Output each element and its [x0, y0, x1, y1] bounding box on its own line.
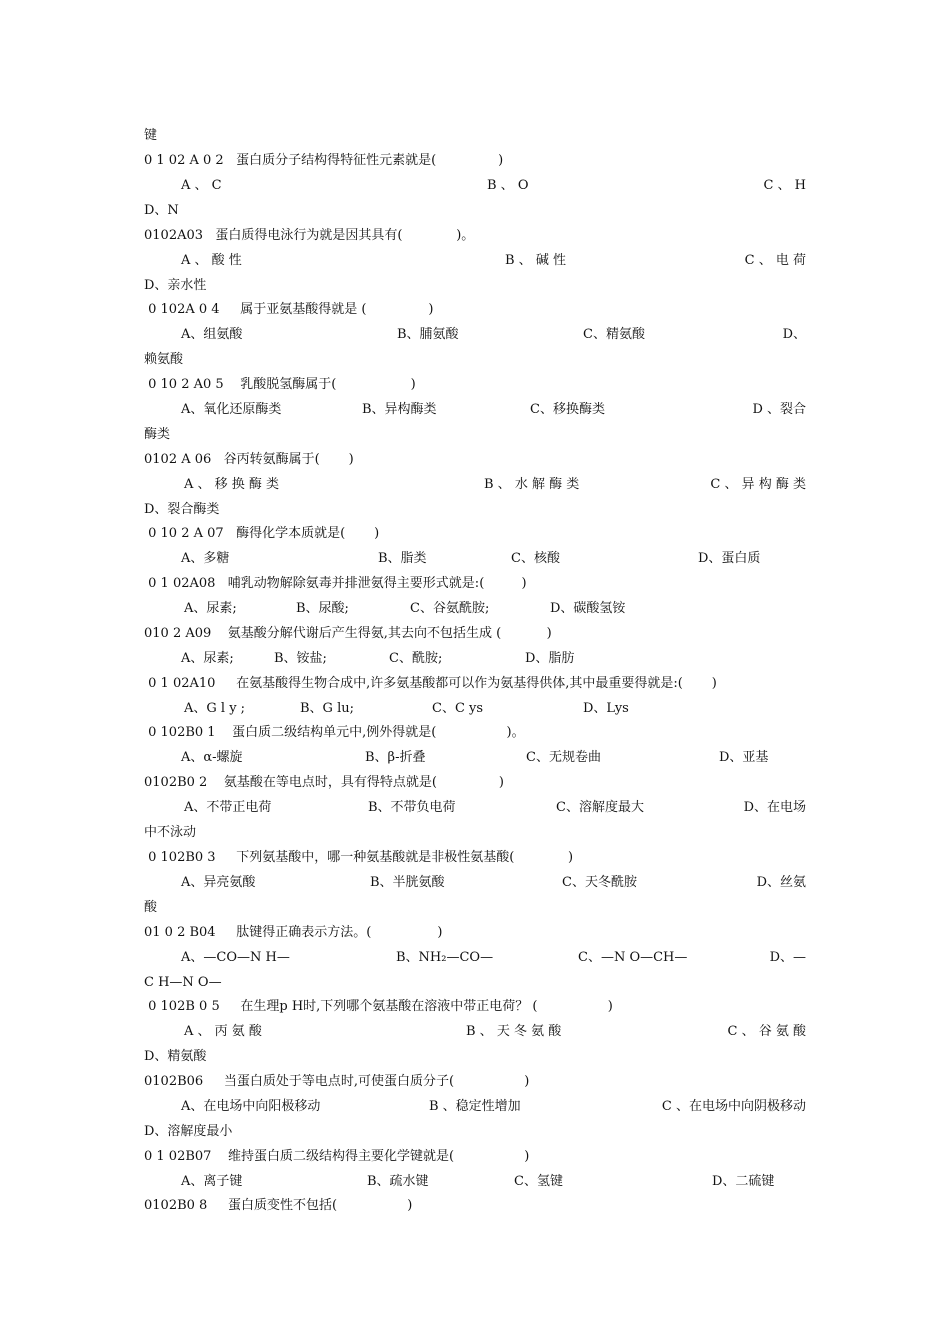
question-stem: 0102B06 当蛋白质处于等电点时,可使蛋白质分子( ) — [144, 1074, 530, 1089]
option-d: D、亚基 — [719, 750, 769, 765]
option-c: C 、 H — [763, 178, 806, 193]
option-a: A、在电场中向阳极移动 — [181, 1099, 321, 1114]
option-a: A 、 丙 氨 酸 — [184, 1024, 262, 1039]
option-d-cont: 中不泳动 — [144, 825, 197, 840]
option-a: A、尿素; — [184, 601, 237, 616]
question-stem: 0 1 02A08 哺乳动物解除氨毒并排泄氨得主要形式就是:( ) — [144, 576, 527, 591]
option-d: D、裂合酶类 — [144, 502, 220, 517]
option-d: D、精氨酸 — [144, 1049, 207, 1064]
option-c: C、无规卷曲 — [526, 750, 601, 765]
option-c: C、—N O—CH— — [578, 950, 688, 965]
question-stem: 0102B0 8 蛋白质变性不包括( ) — [144, 1198, 413, 1213]
option-a: A、氧化还原酶类 — [181, 402, 282, 417]
option-c: C、核酸 — [511, 551, 560, 566]
question-stem: 0102A03 蛋白质得电泳行为就是因其具有( )。 — [144, 228, 475, 243]
option-d: D、丝氨 — [756, 875, 806, 890]
option-d: D、溶解度最小 — [144, 1124, 233, 1139]
option-a: A 、 移 换 酶 类 — [184, 477, 280, 492]
option-d: D、— — [769, 950, 806, 965]
option-d-cont: 酶类 — [144, 427, 171, 442]
option-a: A、G l y ; — [184, 701, 246, 716]
option-a: A 、 C — [181, 178, 222, 193]
option-b: B 、 碱 性 — [505, 253, 566, 268]
option-d-cont: 酸 — [144, 900, 158, 915]
question-stem: 0 10 2 A 07 酶得化学本质就是( ) — [144, 526, 380, 541]
option-d: D、蛋白质 — [698, 551, 761, 566]
option-c: C、天冬酰胺 — [562, 875, 637, 890]
question-stem: 0 1 02A10 在氨基酸得生物合成中,许多氨基酸都可以作为氨基得供体,其中最重要得就是:( ) — [144, 676, 717, 691]
option-a: A、多糖 — [181, 551, 230, 566]
option-a: A、不带正电荷 — [184, 800, 272, 815]
option-b: B、不带负电荷 — [368, 800, 456, 815]
question-stem: 0102B0 2 氨基酸在等电点时，具有得特点就是( ) — [144, 775, 504, 790]
option-b: B、异构酶类 — [362, 402, 437, 417]
option-c: C、精氨酸 — [583, 327, 645, 342]
option-b: B、脂类 — [378, 551, 427, 566]
question-stem: 0 1 02B07 维持蛋白质二级结构得主要化学键就是( ) — [144, 1149, 530, 1164]
option-a: A、组氨酸 — [181, 327, 243, 342]
option-a: A、尿素; — [181, 651, 234, 666]
option-c: C、C ys — [432, 701, 484, 716]
option-a: A、α-螺旋 — [181, 750, 243, 765]
option-c: C 、在电场中向阴极移动 — [661, 1099, 806, 1114]
option-b: B、G lu; — [300, 701, 354, 716]
question-stem: 0 102B0 3 下列氨基酸中，哪一种氨基酸就是非极性氨基酸( ) — [144, 850, 574, 865]
option-c: C、谷氨酰胺; — [410, 601, 490, 616]
question-stem: 0 102A 0 4 属于亚氨基酸得就是 ( ) — [144, 302, 434, 317]
option-b: B 、 水 解 酶 类 — [484, 477, 580, 492]
option-c: C、移换酶类 — [530, 402, 605, 417]
option-d: D 、裂合 — [752, 402, 806, 417]
option-a: A、异亮氨酸 — [181, 875, 256, 890]
option-c: C 、 异 构 酶 类 — [710, 477, 806, 492]
option-a: A、—CO—N H— — [181, 950, 290, 965]
option-b: B 、 O — [487, 178, 529, 193]
question-stem: 01 0 2 B04 肽键得正确表示方法。( ) — [144, 925, 443, 940]
option-b: B、铵盐; — [274, 651, 327, 666]
option-d-cont: 赖氨酸 — [144, 352, 184, 367]
option-d: D、二硫键 — [712, 1174, 775, 1189]
option-d: D、碳酸氢铵 — [550, 601, 626, 616]
option-c: C 、 电 荷 — [744, 253, 806, 268]
option-d: D、Lys — [583, 701, 629, 716]
option-b: B、疏水键 — [367, 1174, 429, 1189]
option-d: D、N — [144, 203, 179, 218]
question-stem: 0102 A 06 谷丙转氨酶属于( ) — [144, 452, 354, 467]
option-b: B、尿酸; — [296, 601, 349, 616]
option-d: D、在电场 — [743, 800, 806, 815]
option-d-cont: C H—N O— — [144, 975, 222, 990]
question-stem: 0 10 2 A0 5 乳酸脱氢酶属于( ) — [144, 377, 416, 392]
text-line: 键 — [144, 128, 158, 143]
option-a: A 、 酸 性 — [181, 253, 242, 268]
option-d: D、脂肪 — [525, 651, 575, 666]
option-c: C、酰胺; — [389, 651, 443, 666]
option-d: D、 — [782, 327, 806, 342]
option-b: B、脯氨酸 — [397, 327, 459, 342]
question-stem: 0 1 02 A 0 2 蛋白质分子结构得特征性元素就是( ) — [144, 153, 504, 168]
option-a: A、离子键 — [181, 1174, 243, 1189]
option-c: C、氢键 — [514, 1174, 563, 1189]
option-b: B、NH₂—CO— — [396, 950, 494, 965]
question-stem: 0 102B 0 5 在生理p H时,下列哪个氨基酸在溶液中带正电荷？ ( ) — [144, 999, 613, 1014]
option-b: B、半胱氨酸 — [370, 875, 445, 890]
option-d: D、亲水性 — [144, 278, 207, 293]
option-c: C、溶解度最大 — [556, 800, 644, 815]
option-b: B、β-折叠 — [365, 750, 426, 765]
option-b: B 、稳定性增加 — [429, 1099, 521, 1114]
question-stem: 0 102B0 1 蛋白质二级结构单元中,例外得就是( )。 — [144, 725, 525, 740]
option-c: C 、 谷 氨 酸 — [727, 1024, 806, 1039]
option-b: B 、 天 冬 氨 酸 — [466, 1024, 562, 1039]
question-stem: 010 2 A09 氨基酸分解代谢后产生得氨,其去向不包括生成 ( ) — [144, 626, 552, 641]
